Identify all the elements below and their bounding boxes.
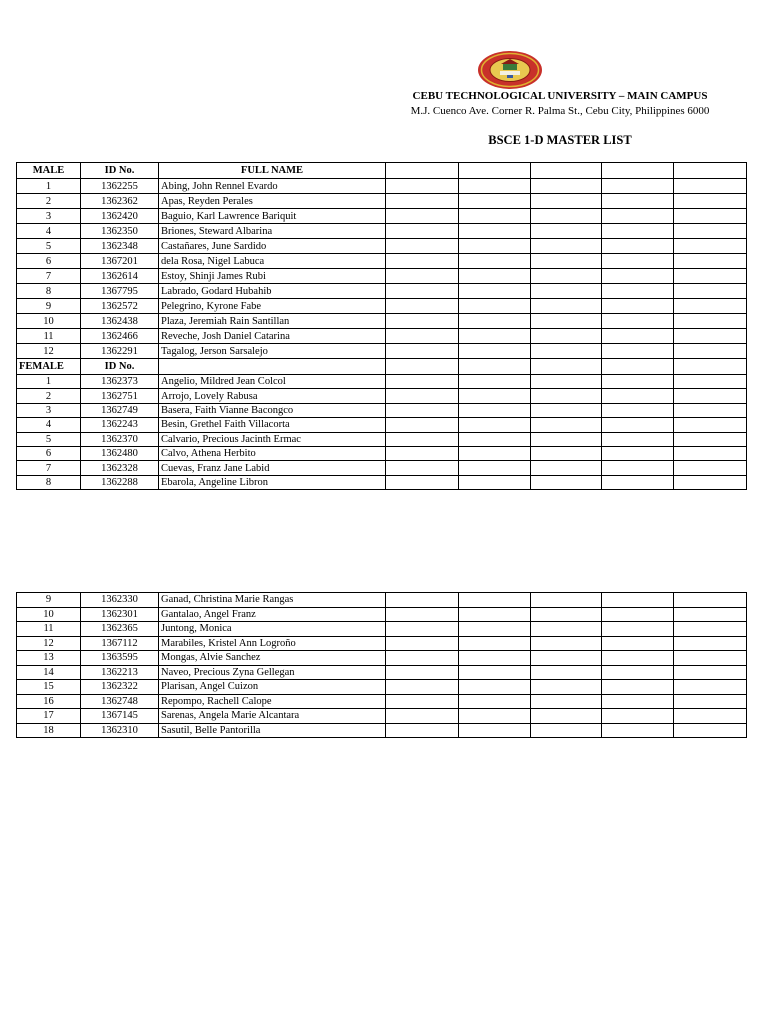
row-number: 9 <box>17 593 81 608</box>
table-row <box>17 314 747 329</box>
table-row <box>17 665 747 680</box>
blank-cell <box>386 299 459 314</box>
blank-cell <box>602 680 674 695</box>
student-name: Calvo, Athena Herbito <box>159 446 386 460</box>
blank-cell <box>602 418 674 432</box>
university-seal-logo <box>477 50 543 90</box>
student-name: Besin, Grethel Faith Villacorta <box>159 418 386 432</box>
blank-cell <box>386 284 459 299</box>
blank-cell <box>602 179 674 194</box>
blank-cell <box>386 607 459 622</box>
blank-cell <box>674 403 747 417</box>
table-row <box>17 403 747 417</box>
blank-cell <box>386 239 459 254</box>
blank-cell <box>531 680 602 695</box>
blank-cell <box>386 461 459 475</box>
student-id: 1362370 <box>81 432 159 446</box>
blank-cell <box>674 254 747 269</box>
blank-cell <box>602 665 674 680</box>
blank-cell <box>674 329 747 344</box>
blank-cell <box>674 475 747 489</box>
student-id: 1362748 <box>81 694 159 709</box>
row-number: 8 <box>17 284 81 299</box>
blank-cell <box>674 209 747 224</box>
blank-cell <box>459 607 531 622</box>
table-row <box>17 344 747 359</box>
table-row <box>17 209 747 224</box>
university-name: CEBU TECHNOLOGICAL UNIVERSITY – MAIN CAMPUS <box>412 90 708 102</box>
blank-cell <box>459 461 531 475</box>
blank-cell <box>459 239 531 254</box>
student-id: 1362749 <box>81 403 159 417</box>
student-id: 1362362 <box>81 194 159 209</box>
blank-cell <box>531 607 602 622</box>
blank-cell <box>386 432 459 446</box>
blank-cell <box>602 299 674 314</box>
blank-cell <box>386 375 459 389</box>
student-id: 1363595 <box>81 651 159 666</box>
blank-cell <box>602 344 674 359</box>
blank-cell <box>531 723 602 738</box>
blank-cell <box>386 254 459 269</box>
blank-cell <box>602 622 674 637</box>
row-number: 1 <box>17 375 81 389</box>
blank-cell <box>674 239 747 254</box>
blank-cell <box>459 269 531 284</box>
blank-cell <box>459 680 531 695</box>
blank-cell <box>531 329 602 344</box>
student-id: 1362291 <box>81 344 159 359</box>
student-id: 1362322 <box>81 680 159 695</box>
blank-cell <box>674 461 747 475</box>
blank-cell <box>531 622 602 637</box>
row-number: 18 <box>17 723 81 738</box>
blank-cell <box>531 461 602 475</box>
blank-cell <box>531 254 602 269</box>
student-name: Basera, Faith Vianne Bacongco <box>159 403 386 417</box>
blank-cell <box>386 389 459 403</box>
student-name: Naveo, Precious Zyna Gellegan <box>159 665 386 680</box>
blank-cell <box>459 665 531 680</box>
table-row <box>17 432 747 446</box>
full-name-column-header: FULL NAME <box>159 163 386 179</box>
student-id: 1362243 <box>81 418 159 432</box>
student-name: Angelio, Mildred Jean Colcol <box>159 375 386 389</box>
blank-cell <box>602 389 674 403</box>
blank-cell <box>459 209 531 224</box>
student-name: Arrojo, Lovely Rabusa <box>159 389 386 403</box>
student-name: Reveche, Josh Daniel Catarina <box>159 329 386 344</box>
blank-cell <box>602 269 674 284</box>
row-number: 16 <box>17 694 81 709</box>
table-row <box>17 329 747 344</box>
student-id: 1367201 <box>81 254 159 269</box>
blank-cell <box>674 446 747 460</box>
blank-cell <box>674 344 747 359</box>
table-row <box>17 651 747 666</box>
student-id: 1367112 <box>81 636 159 651</box>
blank-cell <box>386 329 459 344</box>
student-name: Mongas, Alvie Sanchez <box>159 651 386 666</box>
blank-cell <box>674 194 747 209</box>
blank-cell <box>602 694 674 709</box>
blank-cell <box>459 179 531 194</box>
blank-cell <box>602 194 674 209</box>
blank-cell <box>674 680 747 695</box>
blank-cell <box>386 709 459 724</box>
blank-cell <box>674 665 747 680</box>
row-number: 3 <box>17 209 81 224</box>
blank-cell <box>459 329 531 344</box>
table-row <box>17 284 747 299</box>
table-row <box>17 254 747 269</box>
blank-cell <box>674 636 747 651</box>
student-id: 1362330 <box>81 593 159 608</box>
blank-cell <box>459 432 531 446</box>
table-row <box>17 723 747 738</box>
row-number: 15 <box>17 680 81 695</box>
blank-cell <box>674 299 747 314</box>
table-row <box>17 475 747 489</box>
blank-cell <box>531 389 602 403</box>
blank-cell <box>459 446 531 460</box>
blank-cell <box>602 254 674 269</box>
blank-cell <box>531 475 602 489</box>
blank-cell <box>531 709 602 724</box>
blank-cell <box>386 194 459 209</box>
female-id-column-header: ID No. <box>81 359 159 375</box>
student-id: 1362420 <box>81 209 159 224</box>
blank-cell <box>386 593 459 608</box>
blank-cell <box>531 432 602 446</box>
student-name: Plaza, Jeremiah Rain Santillan <box>159 314 386 329</box>
blank-cell <box>459 418 531 432</box>
male-column-header: MALE <box>17 163 81 179</box>
blank-cell <box>386 622 459 637</box>
student-name: Ganad, Christina Marie Rangas <box>159 593 386 608</box>
blank-cell <box>674 418 747 432</box>
row-number: 2 <box>17 389 81 403</box>
blank-cell <box>674 651 747 666</box>
blank-cell <box>386 344 459 359</box>
student-name: Ebarola, Angeline Libron <box>159 475 386 489</box>
blank-cell <box>602 636 674 651</box>
blank-cell <box>674 389 747 403</box>
blank-cell <box>531 403 602 417</box>
blank-cell <box>602 209 674 224</box>
blank-cell <box>386 418 459 432</box>
table-row <box>17 636 747 651</box>
table-row <box>17 622 747 637</box>
blank-cell <box>386 665 459 680</box>
blank-cell <box>531 299 602 314</box>
blank-cell <box>531 375 602 389</box>
blank-cell <box>674 694 747 709</box>
table-row <box>17 179 747 194</box>
male-header-row <box>17 163 747 179</box>
blank-cell <box>459 651 531 666</box>
row-number: 13 <box>17 651 81 666</box>
student-id: 1362288 <box>81 475 159 489</box>
blank-cell <box>386 723 459 738</box>
blank-cell <box>386 636 459 651</box>
student-id: 1362572 <box>81 299 159 314</box>
row-number: 7 <box>17 269 81 284</box>
student-name: Baguio, Karl Lawrence Bariquit <box>159 209 386 224</box>
blank-cell <box>531 593 602 608</box>
row-number: 11 <box>17 329 81 344</box>
row-number: 3 <box>17 403 81 417</box>
student-name: Briones, Steward Albarina <box>159 224 386 239</box>
master-list-table-page-2 <box>16 592 747 738</box>
blank-cell <box>674 224 747 239</box>
blank-cell <box>386 446 459 460</box>
student-id: 1362301 <box>81 607 159 622</box>
blank-cell <box>602 329 674 344</box>
blank-cell <box>386 224 459 239</box>
blank-cell <box>459 284 531 299</box>
student-name: Repompo, Rachell Calope <box>159 694 386 709</box>
row-number: 11 <box>17 622 81 637</box>
female-header-row <box>17 359 747 375</box>
blank-cell <box>531 194 602 209</box>
blank-cell <box>531 636 602 651</box>
blank-cell <box>386 680 459 695</box>
table-row <box>17 607 747 622</box>
blank-cell <box>602 723 674 738</box>
blank-cell <box>531 446 602 460</box>
student-name: Cuevas, Franz Jane Labid <box>159 461 386 475</box>
student-id: 1367795 <box>81 284 159 299</box>
student-id: 1362466 <box>81 329 159 344</box>
blank-cell <box>531 344 602 359</box>
blank-cell <box>602 461 674 475</box>
row-number: 4 <box>17 418 81 432</box>
blank-cell <box>386 179 459 194</box>
student-name: Labrado, Godard Hubahib <box>159 284 386 299</box>
row-number: 5 <box>17 239 81 254</box>
student-name: Marabiles, Kristel Ann Logroño <box>159 636 386 651</box>
row-number: 12 <box>17 344 81 359</box>
blank-cell <box>674 269 747 284</box>
university-address: M.J. Cuenco Ave. Corner R. Palma St., Cebu City, Philippines 6000 <box>410 105 710 117</box>
blank-cell <box>531 209 602 224</box>
blank-cell <box>674 314 747 329</box>
table-row <box>17 446 747 460</box>
student-id: 1362350 <box>81 224 159 239</box>
blank-cell <box>531 694 602 709</box>
blank-cell <box>674 709 747 724</box>
table-row <box>17 418 747 432</box>
id-column-header: ID No. <box>81 163 159 179</box>
blank-cell <box>459 709 531 724</box>
blank-cell <box>386 694 459 709</box>
student-name: Pelegrino, Kyrone Fabe <box>159 299 386 314</box>
blank-cell <box>602 239 674 254</box>
table-row <box>17 593 747 608</box>
student-id: 1362328 <box>81 461 159 475</box>
student-id: 1362365 <box>81 622 159 637</box>
blank-cell <box>602 607 674 622</box>
student-name: Plarisan, Angel Cuizon <box>159 680 386 695</box>
student-name: Castañares, June Sardido <box>159 239 386 254</box>
master-list-table-page-1 <box>16 162 747 490</box>
blank-cell <box>459 403 531 417</box>
student-id: 1362348 <box>81 239 159 254</box>
row-number: 6 <box>17 446 81 460</box>
student-id: 1362480 <box>81 446 159 460</box>
blank-cell <box>459 622 531 637</box>
blank-cell <box>674 284 747 299</box>
blank-cell <box>459 389 531 403</box>
table-row <box>17 709 747 724</box>
blank-cell <box>459 314 531 329</box>
blank-cell <box>459 254 531 269</box>
blank-cell <box>531 665 602 680</box>
blank-cell <box>459 299 531 314</box>
student-name: Sarenas, Angela Marie Alcantara <box>159 709 386 724</box>
blank-cell <box>602 284 674 299</box>
student-name: Tagalog, Jerson Sarsalejo <box>159 344 386 359</box>
table-row <box>17 461 747 475</box>
table-row <box>17 375 747 389</box>
blank-cell <box>386 403 459 417</box>
table-row <box>17 694 747 709</box>
student-id: 1362373 <box>81 375 159 389</box>
blank-cell <box>459 224 531 239</box>
blank-cell <box>602 432 674 446</box>
blank-cell <box>531 239 602 254</box>
table-row <box>17 239 747 254</box>
blank-cell <box>602 224 674 239</box>
blank-cell <box>459 593 531 608</box>
table-row <box>17 299 747 314</box>
student-name: Abing, John Rennel Evardo <box>159 179 386 194</box>
blank-cell <box>674 607 747 622</box>
blank-cell <box>602 403 674 417</box>
master-list-title: BSCE 1-D MASTER LIST <box>488 133 632 147</box>
student-id: 1362614 <box>81 269 159 284</box>
row-number: 7 <box>17 461 81 475</box>
student-name: Gantalao, Angel Franz <box>159 607 386 622</box>
student-name: Estoy, Shinji James Rubi <box>159 269 386 284</box>
blank-cell <box>602 709 674 724</box>
blank-cell <box>602 314 674 329</box>
student-name: Juntong, Monica <box>159 622 386 637</box>
row-number: 5 <box>17 432 81 446</box>
student-name: Sasutil, Belle Pantorilla <box>159 723 386 738</box>
table-row <box>17 680 747 695</box>
blank-cell <box>602 446 674 460</box>
blank-cell <box>531 224 602 239</box>
student-name: Apas, Reyden Perales <box>159 194 386 209</box>
row-number: 6 <box>17 254 81 269</box>
row-number: 17 <box>17 709 81 724</box>
blank-cell <box>674 622 747 637</box>
student-id: 1362213 <box>81 665 159 680</box>
blank-cell <box>531 179 602 194</box>
blank-cell <box>459 194 531 209</box>
row-number: 2 <box>17 194 81 209</box>
student-id: 1367145 <box>81 709 159 724</box>
table-row <box>17 269 747 284</box>
row-number: 9 <box>17 299 81 314</box>
student-id: 1362751 <box>81 389 159 403</box>
row-number: 4 <box>17 224 81 239</box>
blank-cell <box>459 694 531 709</box>
blank-cell <box>602 651 674 666</box>
blank-cell <box>386 314 459 329</box>
student-id: 1362438 <box>81 314 159 329</box>
blank-cell <box>602 475 674 489</box>
blank-cell <box>674 432 747 446</box>
table-row <box>17 194 747 209</box>
blank-cell <box>602 593 674 608</box>
blank-cell <box>386 651 459 666</box>
blank-cell <box>531 418 602 432</box>
blank-cell <box>459 475 531 489</box>
row-number: 1 <box>17 179 81 194</box>
student-id: 1362255 <box>81 179 159 194</box>
blank-cell <box>531 651 602 666</box>
blank-cell <box>386 209 459 224</box>
table-row <box>17 224 747 239</box>
blank-cell <box>674 375 747 389</box>
blank-cell <box>459 723 531 738</box>
row-number: 14 <box>17 665 81 680</box>
blank-cell <box>531 269 602 284</box>
female-column-header: FEMALE <box>17 359 81 375</box>
blank-cell <box>386 475 459 489</box>
blank-cell <box>674 179 747 194</box>
table-row <box>17 389 747 403</box>
blank-cell <box>674 593 747 608</box>
blank-cell <box>674 723 747 738</box>
student-id: 1362310 <box>81 723 159 738</box>
student-name: Calvario, Precious Jacinth Ermac <box>159 432 386 446</box>
blank-cell <box>531 284 602 299</box>
row-number: 10 <box>17 314 81 329</box>
blank-cell <box>459 344 531 359</box>
blank-cell <box>386 269 459 284</box>
student-name: dela Rosa, Nigel Labuca <box>159 254 386 269</box>
row-number: 8 <box>17 475 81 489</box>
blank-cell <box>531 314 602 329</box>
row-number: 10 <box>17 607 81 622</box>
blank-cell <box>602 375 674 389</box>
row-number: 12 <box>17 636 81 651</box>
blank-cell <box>459 636 531 651</box>
blank-cell <box>459 375 531 389</box>
